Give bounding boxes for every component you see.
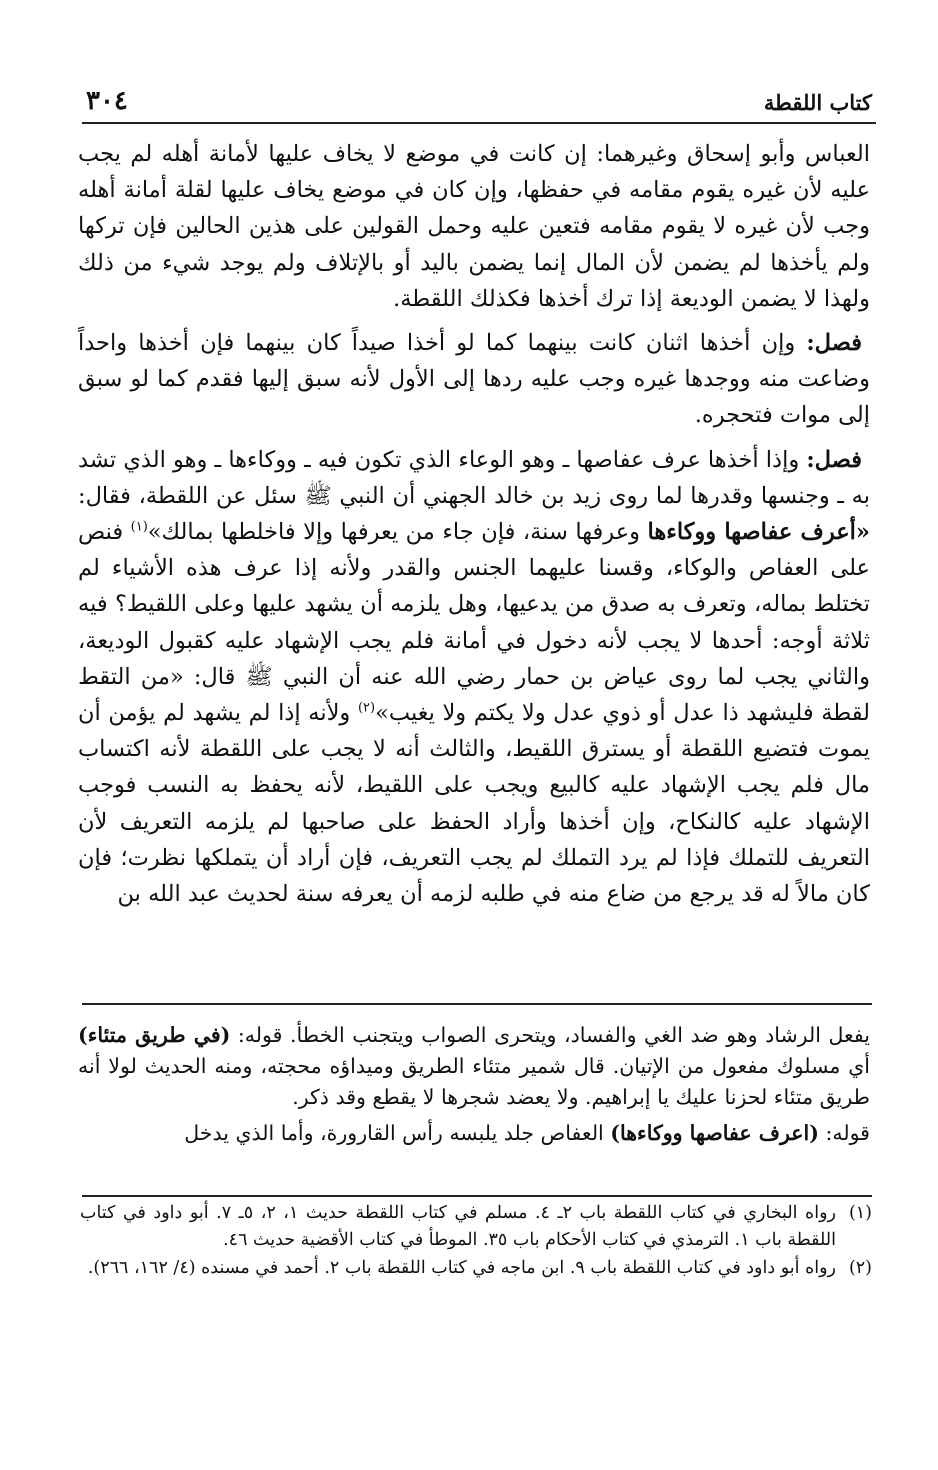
paragraph-1 [78,136,870,317]
footnote-divider [82,1195,872,1197]
section-label: فصل: [806,446,862,473]
footnote [80,1200,872,1253]
divider [82,1003,872,1005]
commentary-paragraph-1 [78,1020,870,1112]
commentary-text: العفاص جلد يلبسه رأس القارورة، وأما الذي يدخل [184,1121,604,1146]
paragraph-2-text: وإن أخذها اثنان كانت بينهما كما لو أخذا صيداً كان بينهما فإن أخذها واحداً وضاعت منه ووجدها غيره وجب عليه ردها إلى الأول لأنه سبق إليها فقدم كما لو سبق إلى موات فتحجره. [78,330,870,429]
paragraph-3 [78,442,870,913]
paragraph-3-text-a: وإذا أخذها عرف عفاصها ـ وهو الوعاء الذي تكون فيه ـ ووكاءها ـ وهو الذي تشد به ـ وجنسها وقدرها لما روى زيد بن خالد الجهني أن النبي ﷺ سئل عن اللقطة، فقال: [78,446,870,509]
commentary-text: يفعل الرشاد وهو ضد الغي والفساد، ويتحرى الصواب ويتجنب الخطأ. قوله: [237,1023,870,1047]
commentary-text: أي مسلوك مفعول من الإتيان. قال شمير متئاء الطريق وميداؤه محجته، ومنه الحديث لولا أنه طريق متئاء لحزنا عليك يا إبراهيم. ولا يعضد شجرها لا يقطع وقد ذكر. [78,1053,870,1109]
footnote-number: (١) [848,1203,872,1223]
footnote-text: رواه أبو داود في كتاب اللقطة باب ٩. ابن ماجه في كتاب اللقطة باب ٢. أحمد في مسنده (٤/ ١٦٢، ٢٦٦). [87,1258,836,1278]
footnote-number: (٢) [848,1258,872,1278]
section-label: فصل: [806,330,862,357]
footnotes [80,1200,872,1284]
paragraph-1-text: العباس وأبو إسحاق وغيرهما: إن كانت في موضع لا يخاف عليها لأمانة أهله لم يجب عليه لأن غيره يقوم مقامه في حفظها، وإن كان في موضع يخاف عليها لقلة أمانة أهله وجب لأن غيره لا يقوم مقامه فتعين عليه وحمل القولين على هذين الحالين فإن تركها ولم يأخذها لم يضمن لأن المال إنما يضمن باليد أو بالإتلاف ولم يوجد شيء من ذلك ولهذا لا يضمن الوديعة إذا ترك أخذها فكذلك اللقطة. [78,141,870,312]
commentary-quote: (في طريق متئاء) [78,1023,231,1047]
commentary-text: قوله: [825,1121,870,1146]
footnote-ref-2: (٢) [357,700,376,716]
paragraph-2 [78,325,870,434]
hadith-quote: «أعرف عفاصها ووكاءها [647,519,870,546]
paragraph-3-text-c: فنص على العفاص والوكاء، وقسنا عليهما الجنس والقدر ولأنه إذا عرف هذه الأشياء لم تختلط بماله، وتعرف به صدق من يدعيها، وهل يلزمه أن يشهد عليها وعلى اللقيط؟ فيه ثلاثة أوجه: أحدها لا يجب لأنه دخول في أمانة فلم يجب الإشهاد عليه كقبول الوديعة، والثاني يجب لما روى عياض بن حمار رضي الله عنه أن النبي ﷺ قال: «من التقط لقطة فليشهد ذا عدل أو ذوي عدل ولا يكتم ولا يغيب» [78,519,870,727]
page-header [82,78,876,124]
running-title: كتاب اللقطة [763,90,872,115]
commentary-quote: (اعرف عفاصها ووكاءها) [610,1121,819,1146]
footnote-ref-1: (١) [130,519,148,535]
commentary [78,1020,870,1155]
main-text [78,136,870,920]
footnote [80,1255,872,1282]
footnote-text: رواه البخاري في كتاب اللقطة باب ٢ـ ٤. مسلم في كتاب اللقطة حديث ١، ٢، ٥ـ ٧. أبو داود في كتاب اللقطة باب ١. الترمذي في كتاب الأحكام باب ٣٥. الموطأ في كتاب الأقضية حديث ٤٦. [80,1203,836,1250]
paragraph-3-text-b: وعرفها سنة، فإن جاء من يعرفها وإلا فاخلطها بمالك» [147,519,641,546]
page-number: ٣٠٤ [86,86,128,116]
paragraph-3-text-d: ولأنه إذا لم يشهد لم يؤمن أن يموت فتضيع اللقطة أو يسترق اللقيط، والثالث أنه لا يجب على اللقطة لأنه اكتساب مال فلم يجب الإشهاد عليه كالبيع ويجب على اللقيط، لأنه يحفظ به النسب فوجب الإشهاد عليه كالنكاح، وإن أخذها وأراد الحفظ على صاحبها لم يلزمه التعريف لأن التعريف للتملك فإذا لم يرد التملك لم يجب التعريف، فإن أراد أن يتملكها نظرت؛ فإن كان مالاً له قد يرجع من ضاع منه في طلبه لزمه أن يعرفه سنة لحديث عبد الله بن [78,700,870,908]
commentary-paragraph-2 [78,1118,870,1149]
